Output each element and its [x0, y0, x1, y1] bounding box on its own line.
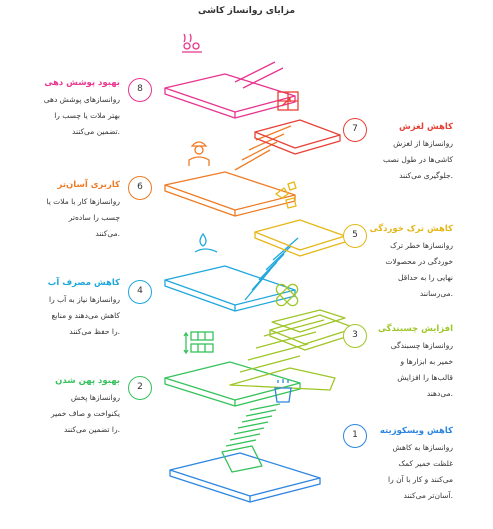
step-title-7: کاهش لغزش: [398, 122, 453, 132]
step-desc-6: روانسازها کار با ملات یا چسب را ساده‌تر .می‌کنند: [46, 197, 120, 238]
step-circle-2: 2: [128, 376, 152, 400]
step-title-6: کاربری آسان‌تر: [57, 180, 120, 190]
step-title-2: بهبود پهن شدن: [55, 376, 120, 386]
step-desc-1: روانسازها به کاهش غلظت خمیر کمک می‌کنند و کار با آن را .آسان‌تر می‌کنند: [388, 443, 453, 500]
landing-1: [170, 453, 320, 502]
step-desc-5: روانسازها خطر ترک خوردگی در محصولات نهایی را به حداقل .می‌رسانند: [385, 241, 453, 298]
bandage-icon: [272, 280, 302, 310]
step-circle-7: 7: [343, 118, 367, 142]
landing-5: [255, 220, 345, 256]
step-circle-1: 1: [343, 424, 367, 448]
step-circle-8: 8: [128, 78, 152, 102]
step-desc-4: روانسازها نیاز به آب را کاهش می‌دهند و منابع .را حفظ می‌کنند: [48, 295, 120, 336]
landing-7: [255, 120, 340, 154]
step-title-5: کاهش ترک خوردگی: [369, 224, 453, 234]
step-desc-7: روانسازها از لغزش کاشی‌ها در طول نصب .جلوگیری می‌کنند: [383, 139, 453, 180]
water-drop-icon: [193, 232, 219, 254]
growth-icon: [180, 30, 208, 54]
step-title-1: کاهش ویسکوزیته: [379, 426, 453, 436]
step-circle-4: 4: [128, 280, 152, 304]
step-desc-8: روانسازهای پوشش دهی بهتر ملات یا چسب را .تضمین می‌کنند: [43, 95, 120, 136]
step-circle-6: 6: [128, 176, 152, 200]
step-desc-2: روانسازها پخش یکنواخت و صاف خمیر .را تضمین می‌کنند: [50, 393, 120, 434]
no-slip-icon: [276, 90, 302, 114]
worker-icon: [185, 138, 213, 168]
page-title: مزایای روانساز کاشی: [197, 6, 296, 16]
step-title-3: افزایش چسبندگی: [377, 324, 453, 334]
broken-pieces-icon: [272, 180, 302, 210]
step-title-4: کاهش مصرف آب: [47, 278, 120, 288]
cup-icon: [272, 378, 294, 404]
step-circle-3: 3: [343, 324, 367, 348]
step-title-8: بهبود پوشش دهی: [44, 78, 120, 88]
flight-1: [222, 404, 280, 472]
tiles-icon: [183, 330, 215, 358]
step-desc-3: روانسازها چسبندگی خمیر به ابزارها و قالب‌ها را افزایش .می‌دهند: [390, 341, 453, 398]
step-circle-5: 5: [343, 224, 367, 248]
